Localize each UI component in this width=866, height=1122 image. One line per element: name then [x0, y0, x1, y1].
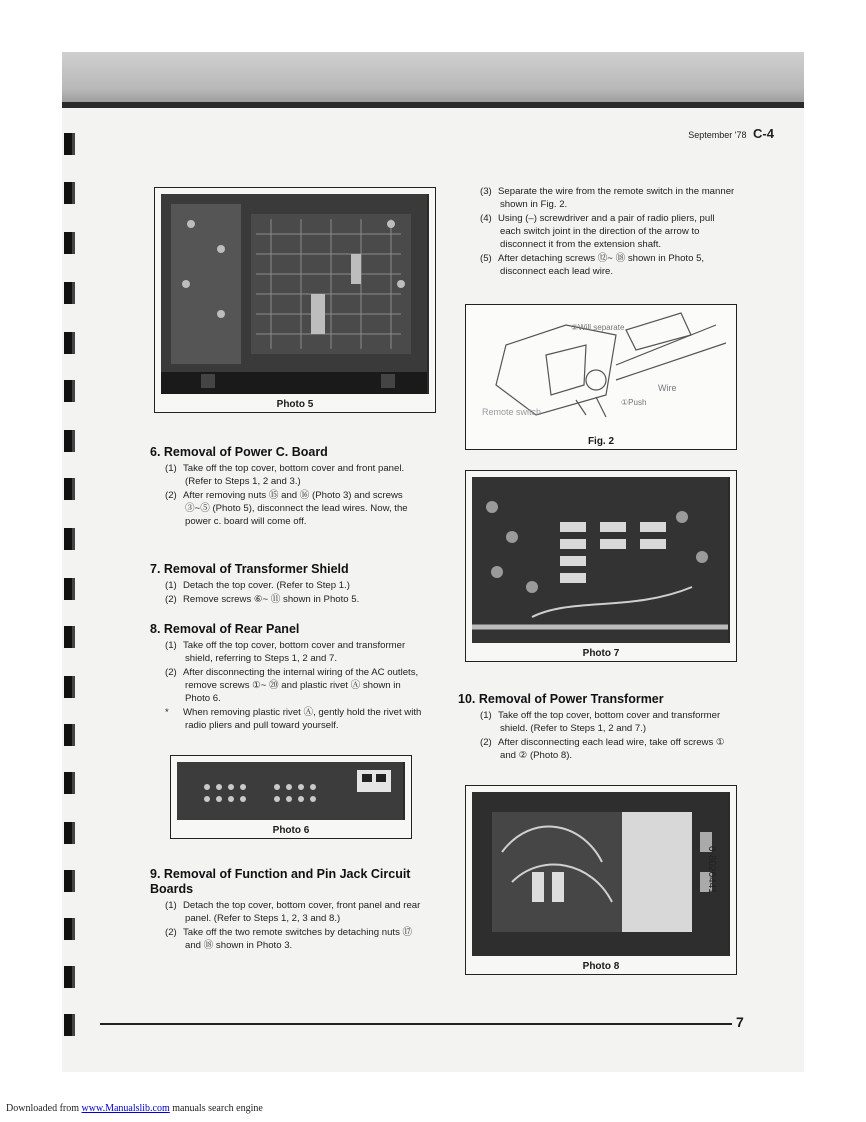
- section-8-title: 8. Removal of Rear Panel: [150, 622, 300, 636]
- step-text: Take off the top cover, bottom cover and front panel. (Refer to Steps 1, 2 and 3.): [183, 463, 405, 487]
- section-7-body: [165, 579, 427, 607]
- download-prefix: Downloaded from: [6, 1103, 82, 1114]
- photo-5-caption: Photo 5: [276, 399, 314, 410]
- section-10-title: 10. Removal of Power Transformer: [458, 692, 664, 706]
- binding-hole: [64, 626, 75, 648]
- section-8-body: [165, 639, 427, 733]
- step-num: (2): [165, 667, 177, 678]
- step-text: Using (–) screwdriver and a pair of radio pliers, pull each switch joint in the direction of the arrow to disconnect it from the extension shaft.: [498, 213, 715, 250]
- step-num: (3): [480, 186, 492, 197]
- section-10-body: [480, 709, 738, 763]
- download-suffix: manuals search engine: [169, 1103, 263, 1114]
- binding-hole: [64, 133, 75, 155]
- step-item: [480, 709, 738, 735]
- binding-hole: [64, 232, 75, 254]
- photo-8-image: [472, 792, 730, 956]
- step-item: [480, 736, 738, 762]
- photo-7-caption: Photo 7: [582, 648, 620, 659]
- binding-hole: [64, 676, 75, 698]
- binding-hole: [64, 966, 75, 988]
- fig-2-drawing: [466, 305, 736, 429]
- step-num: (1): [165, 580, 177, 591]
- section-9-body: [165, 899, 427, 953]
- step-item: [165, 639, 427, 665]
- header-code: C-4: [753, 126, 774, 141]
- step-text: Take off the top cover, bottom cover and transformer shield, referring to Steps 1, 2 and 7.: [183, 640, 406, 664]
- section-6-title: 6. Removal of Power C. Board: [150, 445, 328, 459]
- step-text: Remove screws ⑥~ ⑪ shown in Photo 5.: [183, 594, 360, 605]
- step-item: [165, 579, 427, 592]
- manualslib-link[interactable]: www.Manualslib.com: [81, 1103, 170, 1114]
- photo-8-caption: Photo 8: [582, 961, 620, 972]
- step-num: (2): [480, 737, 492, 748]
- step-item: [480, 252, 735, 278]
- binding-hole: [64, 870, 75, 892]
- photo-8-transformer-label: 0-8020441: [706, 846, 717, 894]
- step-text: After removing nuts ⑮ and ⑯ (Photo 3) and screws ③~⑤ (Photo 5), disconnect the lead wires. Now, the power c. board will come off.: [183, 490, 408, 527]
- right-steps-top: [480, 185, 735, 279]
- page-number: 7: [736, 1014, 744, 1030]
- step-text: After disconnecting each lead wire, take off screws ① and ② (Photo 8).: [498, 737, 725, 761]
- header-date: September '78: [688, 130, 747, 140]
- photo-8-box: [465, 785, 737, 975]
- fig-2-label-wire: Wire: [658, 383, 677, 393]
- step-item: [165, 899, 427, 925]
- step-num: (1): [480, 710, 492, 721]
- step-num: (2): [165, 927, 177, 938]
- section-7-title: 7. Removal of Transformer Shield: [150, 562, 349, 576]
- footer-rule: [100, 1023, 732, 1025]
- fig-2-label-remote: Remote switch: [482, 407, 542, 417]
- photo-6-box: [170, 755, 412, 839]
- step-num: (1): [165, 640, 177, 651]
- binding-hole: [64, 282, 75, 304]
- step-text: Take off the two remote switches by detaching nuts ⑰ and ⑱ shown in Photo 3.: [183, 927, 413, 951]
- binding-hole: [64, 332, 75, 354]
- step-note: [165, 706, 427, 732]
- step-num: (5): [480, 253, 492, 264]
- step-text: After disconnecting the internal wiring of the AC outlets, remove screws ①~ ⑳ and plastic rivet Ⓐ shown in Photo 6.: [183, 667, 419, 704]
- binding-hole: [64, 918, 75, 940]
- photo-7-box: [465, 470, 737, 662]
- binding-hole: [64, 724, 75, 746]
- step-item: [165, 462, 427, 488]
- photo-6-caption: Photo 6: [272, 825, 310, 836]
- step-num: (4): [480, 213, 492, 224]
- page-header: [688, 126, 774, 141]
- fig-2-box: [465, 304, 737, 450]
- step-num: (2): [165, 490, 177, 501]
- step-text: Take off the top cover, bottom cover and transformer shield. (Refer to Steps 1, 2 and 7.): [498, 710, 721, 734]
- step-num: (2): [165, 594, 177, 605]
- step-text: Detach the top cover. (Refer to Step 1.): [183, 580, 350, 591]
- binding-hole: [64, 772, 75, 794]
- step-text: Detach the top cover, bottom cover, front panel and rear panel. (Refer to Steps 1, 2, 3 and 8.): [183, 900, 421, 924]
- fig-2-label-push: ①Push: [621, 398, 647, 407]
- download-notice: [6, 1103, 263, 1114]
- step-text: After detaching screws ⑫~ ⑱ shown in Photo 5, disconnect each lead wire.: [498, 253, 705, 277]
- step-item: [165, 926, 427, 952]
- step-num: *: [165, 707, 169, 718]
- binding-hole: [64, 528, 75, 550]
- binding-hole: [64, 822, 75, 844]
- fig-2-label-separate: ②Will separate: [571, 323, 625, 332]
- photo-5-image: [161, 194, 429, 394]
- fig-2-caption: Fig. 2: [587, 436, 615, 447]
- binding-hole: [64, 478, 75, 500]
- step-item: [480, 212, 735, 251]
- binding-hole: [64, 430, 75, 452]
- scan-top-shadow: [62, 52, 804, 104]
- photo-6-image: [177, 762, 405, 820]
- step-num: (1): [165, 463, 177, 474]
- section-6-body: [165, 462, 427, 529]
- binding-hole: [64, 578, 75, 600]
- step-item: [165, 593, 427, 606]
- step-text: When removing plastic rivet Ⓐ, gently hold the rivet with radio pliers and pull toward yourself.: [183, 707, 422, 731]
- step-item: [480, 185, 735, 211]
- binding-hole: [64, 1014, 75, 1036]
- photo-7-image: [472, 477, 730, 643]
- step-item: [165, 666, 427, 705]
- binding-hole: [64, 380, 75, 402]
- step-num: (1): [165, 900, 177, 911]
- step-item: [165, 489, 427, 528]
- photo-5-box: [154, 187, 436, 413]
- step-text: Separate the wire from the remote switch in the manner shown in Fig. 2.: [498, 186, 735, 210]
- binding-hole: [64, 182, 75, 204]
- section-9-title: 9. Removal of Function and Pin Jack Circuit Boards: [150, 867, 411, 896]
